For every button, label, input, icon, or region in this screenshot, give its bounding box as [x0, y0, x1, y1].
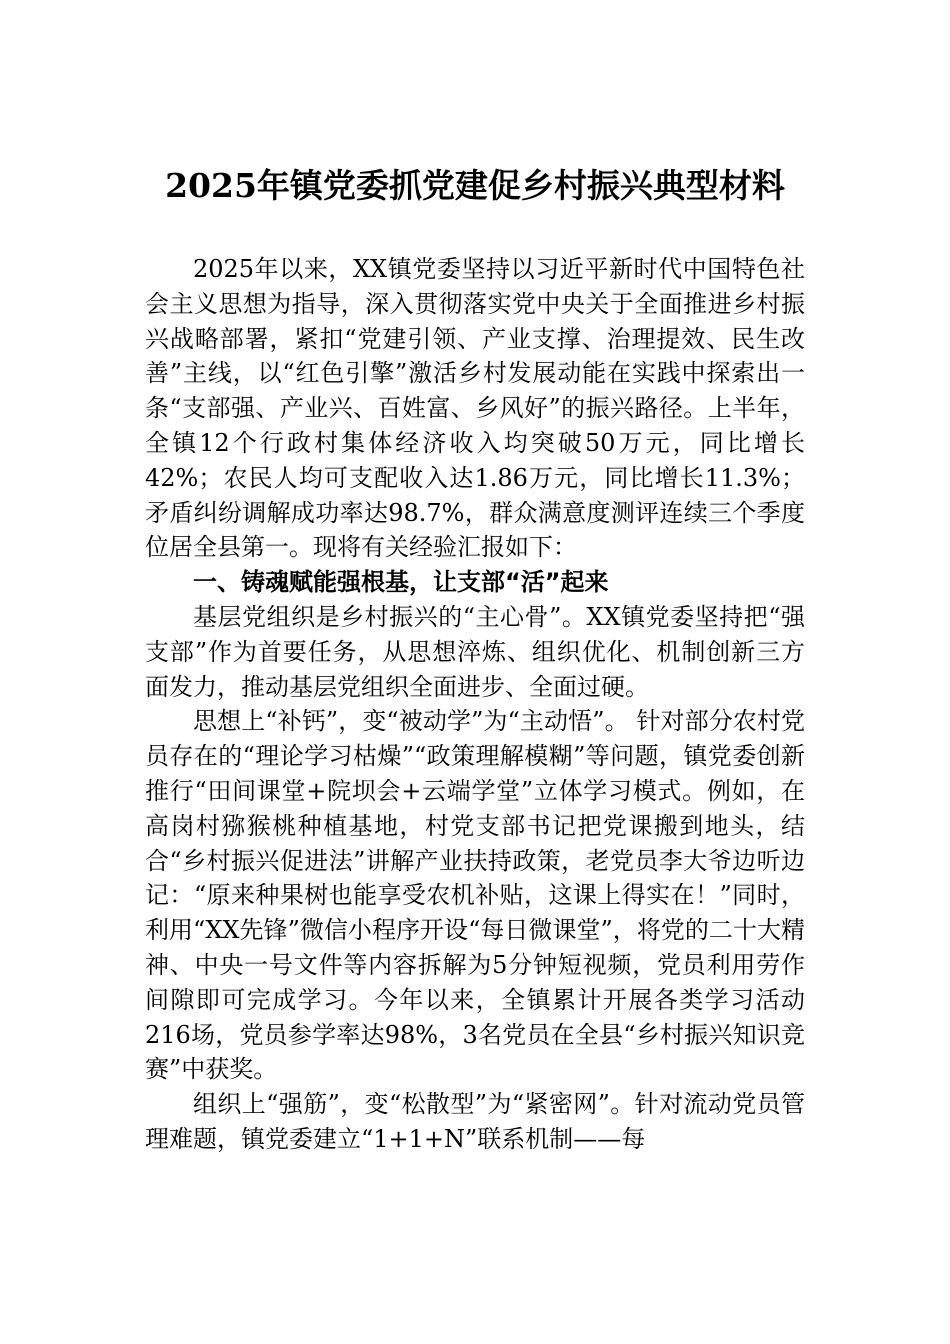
thought-building-paragraph: 思想上“补钙”，变“被动学”为“主动悟”。 针对部分农村党员存在的“理论学习枯燥”“政策理解模糊”等问题，镇党委创新推行“田间课堂+院坝会+云端学堂”立体学习模式。例如，在高岗村猕猴桃种植基地，村党支部书记把党课搬到地头，结合“乡村振兴促进法”讲解产业扶持政策，老党员李大爷边听边记：“原来种果树也能享受农机补贴，这课上得实在！”同时，利用“XX先锋”微信小程序开设“每日微课堂”，将党的二十大精神、中央一号文件等内容拆解为5分钟短视频，党员利用劳作间隙即可完成学习。今年以来，全镇累计开展各类学习活动216场，党员参学率达98%，3名党员在全县“乡村振兴知识竞赛”中获奖。: [145, 707, 805, 1084]
section-heading-1: 一、铸魂赋能强根基，让支部“活”起来: [193, 568, 609, 597]
section-1-intro-paragraph: 基层党组织是乡村振兴的“主心骨”。XX镇党委坚持把“强支部”作为首要任务，从思想淬炼、组织优化、机制创新三方面发力，推动基层党组织全面进步、全面过硬。: [145, 602, 805, 701]
organization-building-paragraph: 组织上“强筋”，变“松散型”为“紧密网”。针对流动党员管理难题，镇党委建立“1+1+N”联系机制——每: [145, 1090, 805, 1153]
intro-paragraph: 2025年以来，XX镇党委坚持以习近平新时代中国特色社会主义思想为指导，深入贯彻落实党中央关于全面推进乡村振兴战略部署，紧扣“党建引领、产业支撑、治理提效、民生改善”主线，以“红色引擎”激活乡村发展动能在实践中探索出一条“支部强、产业兴、百姓富、乡风好”的振兴路径。上半年，全镇12个行政村集体经济收入均突破50万元，同比增长42%；农民人均可支配收入达1.86万元，同比增长11.3%；矛盾纠纷调解成功率达98.7%，群众满意度测评连续三个季度位居全县第一。现将有关经验汇报如下：: [145, 255, 805, 562]
document-body: [145, 252, 805, 1157]
document-title: 2025年镇党委抓党建促乡村振兴典型材料: [165, 166, 785, 205]
